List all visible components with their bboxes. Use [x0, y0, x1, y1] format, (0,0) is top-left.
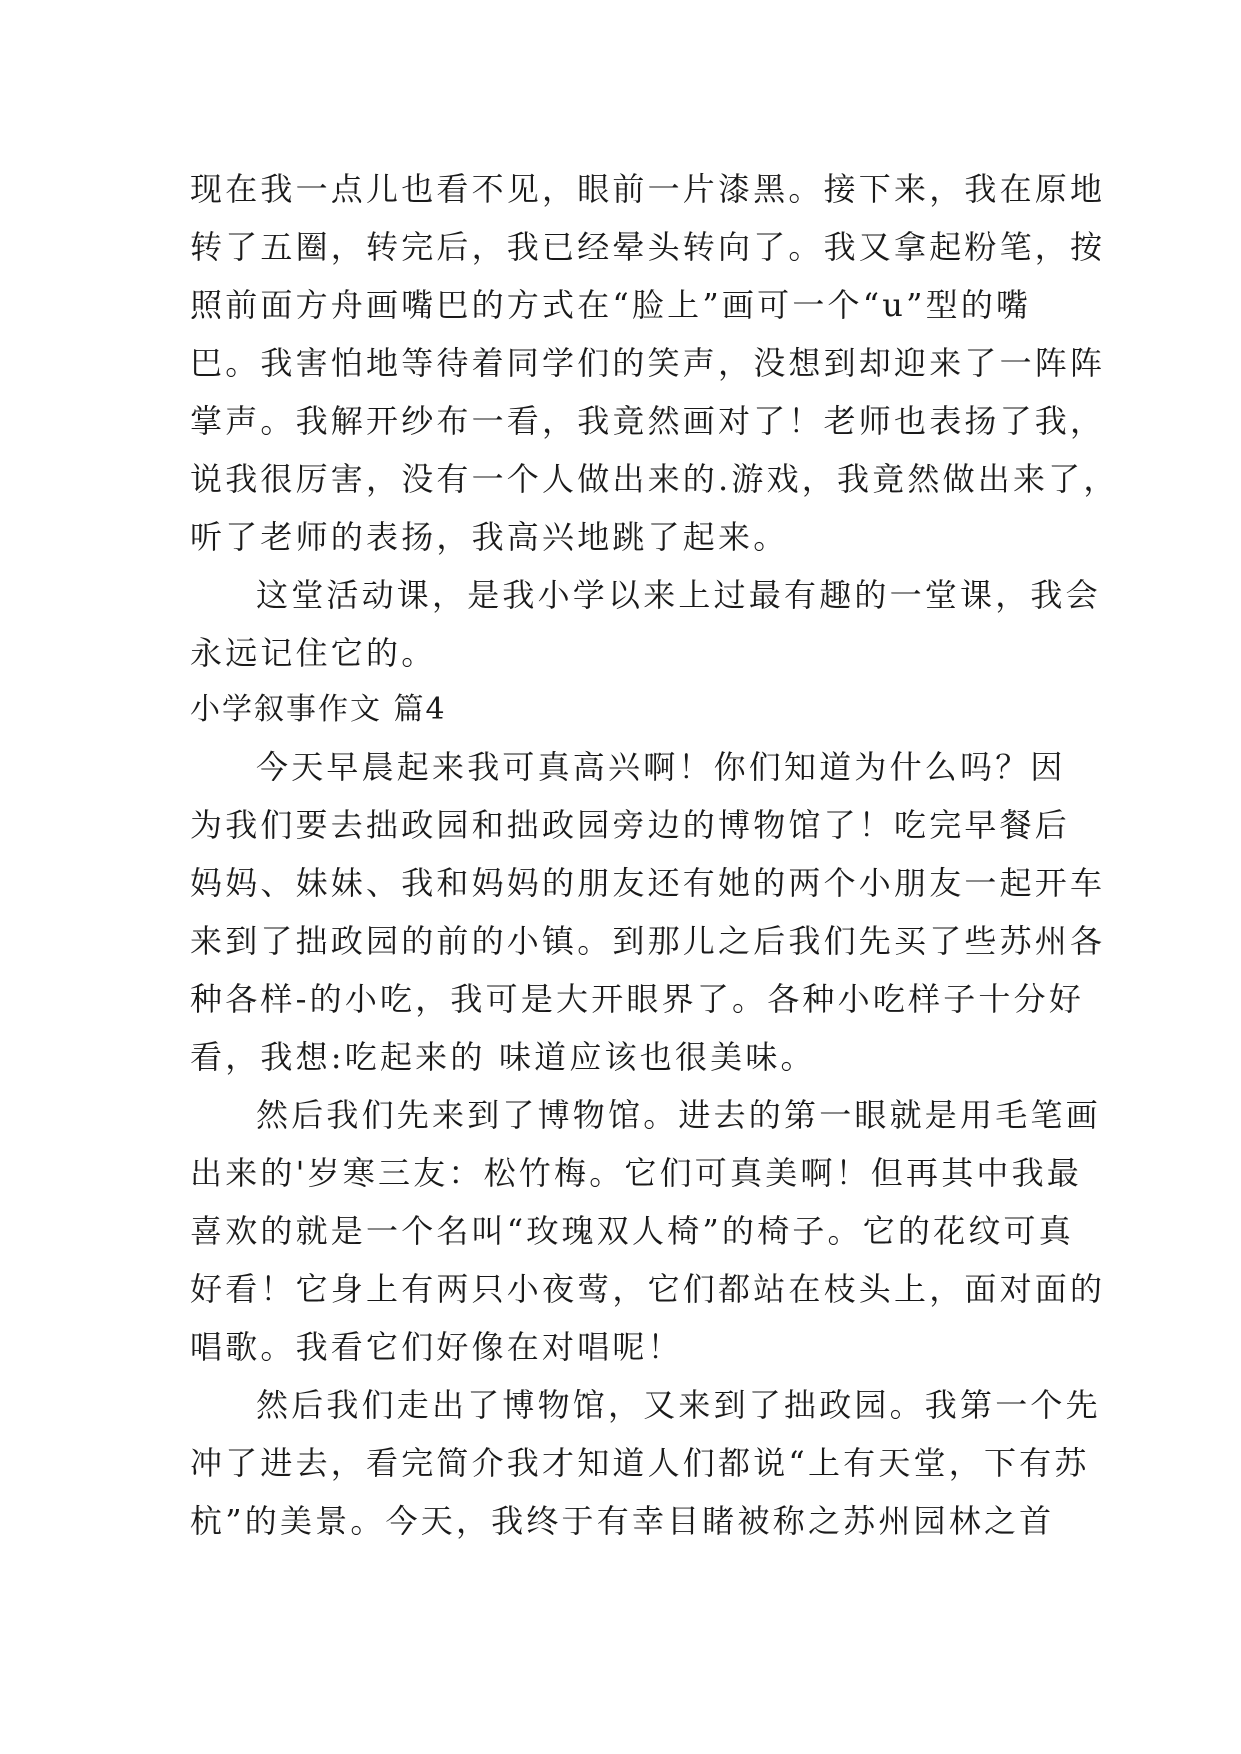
text-line: 出来的'岁寒三友：松竹梅。它们可真美啊！但再其中我最 — [190, 1154, 1082, 1192]
paragraph-conclusion — [190, 566, 1101, 682]
text-line: 说我很厉害，没有一个人做出来的.游戏，我竟然做出来了， — [190, 460, 1119, 498]
essay4-paragraph-2 — [190, 1086, 1106, 1376]
document-page — [190, 160, 1119, 1550]
text-line: 转了五圈，转完后，我已经晕头转向了。我又拿起粉笔，按 — [190, 228, 1106, 266]
text-line: 唱歌。我看它们好像在对唱呢！ — [190, 1328, 683, 1366]
text-line: 种各样-的小吃，我可是大开眼界了。各种小吃样子十分好 — [190, 980, 1085, 1018]
text-line: 照前面方舟画嘴巴的方式在“脸上”画可一个“u”型的嘴 — [190, 286, 1032, 324]
text-line: 冲了进去，看完简介我才知道人们都说“上有天堂，下有苏 — [190, 1444, 1090, 1482]
text-line: 来到了拙政园的前的小镇。到那儿之后我们先买了些苏州各 — [190, 922, 1106, 960]
text-line: 好看！它身上有两只小夜莺，它们都站在枝头上，面对面的 — [190, 1270, 1106, 1308]
essay4-paragraph-1 — [190, 738, 1106, 1086]
text-line: 永远记住它的。 — [190, 634, 437, 672]
text-line: 今天早晨起来我可真高兴啊！你们知道为什么吗？因 — [256, 748, 1066, 786]
text-line: 为我们要去拙政园和拙政园旁边的博物馆了！吃完早餐后 — [190, 806, 1071, 844]
text-line: 巴。我害怕地等待着同学们的笑声，没想到却迎来了一阵阵 — [190, 344, 1106, 382]
text-line: 然后我们先来到了博物馆。进去的第一眼就是用毛笔画 — [256, 1096, 1101, 1134]
text-line: 掌声。我解开纱布一看，我竟然画对了！老师也表扬了我， — [190, 402, 1106, 440]
section-heading: 小学叙事作文 篇4 — [190, 692, 447, 727]
text-line: 现在我一点儿也看不见，眼前一片漆黑。接下来，我在原地 — [190, 170, 1106, 208]
text-line: 看，我想:吃起来的 味道应该也很美味。 — [190, 1038, 816, 1076]
text-line: 妈妈、妹妹、我和妈妈的朋友还有她的两个小朋友一起开车 — [190, 864, 1106, 902]
text-line: 然后我们走出了博物馆，又来到了拙政园。我第一个先 — [256, 1386, 1101, 1424]
text-line: 喜欢的就是一个名叫“玫瑰双人椅”的椅子。它的花纹可真 — [190, 1212, 1074, 1250]
paragraph-continuation — [190, 160, 1119, 566]
essay4-paragraph-3 — [190, 1376, 1101, 1550]
text-line: 杭”的美景。今天，我终于有幸目睹被称之苏州园林之首 — [190, 1502, 1055, 1540]
text-line: 听了老师的表扬，我高兴地跳了起来。 — [190, 518, 789, 556]
text-line: 这堂活动课，是我小学以来上过最有趣的一堂课，我会 — [256, 576, 1101, 614]
